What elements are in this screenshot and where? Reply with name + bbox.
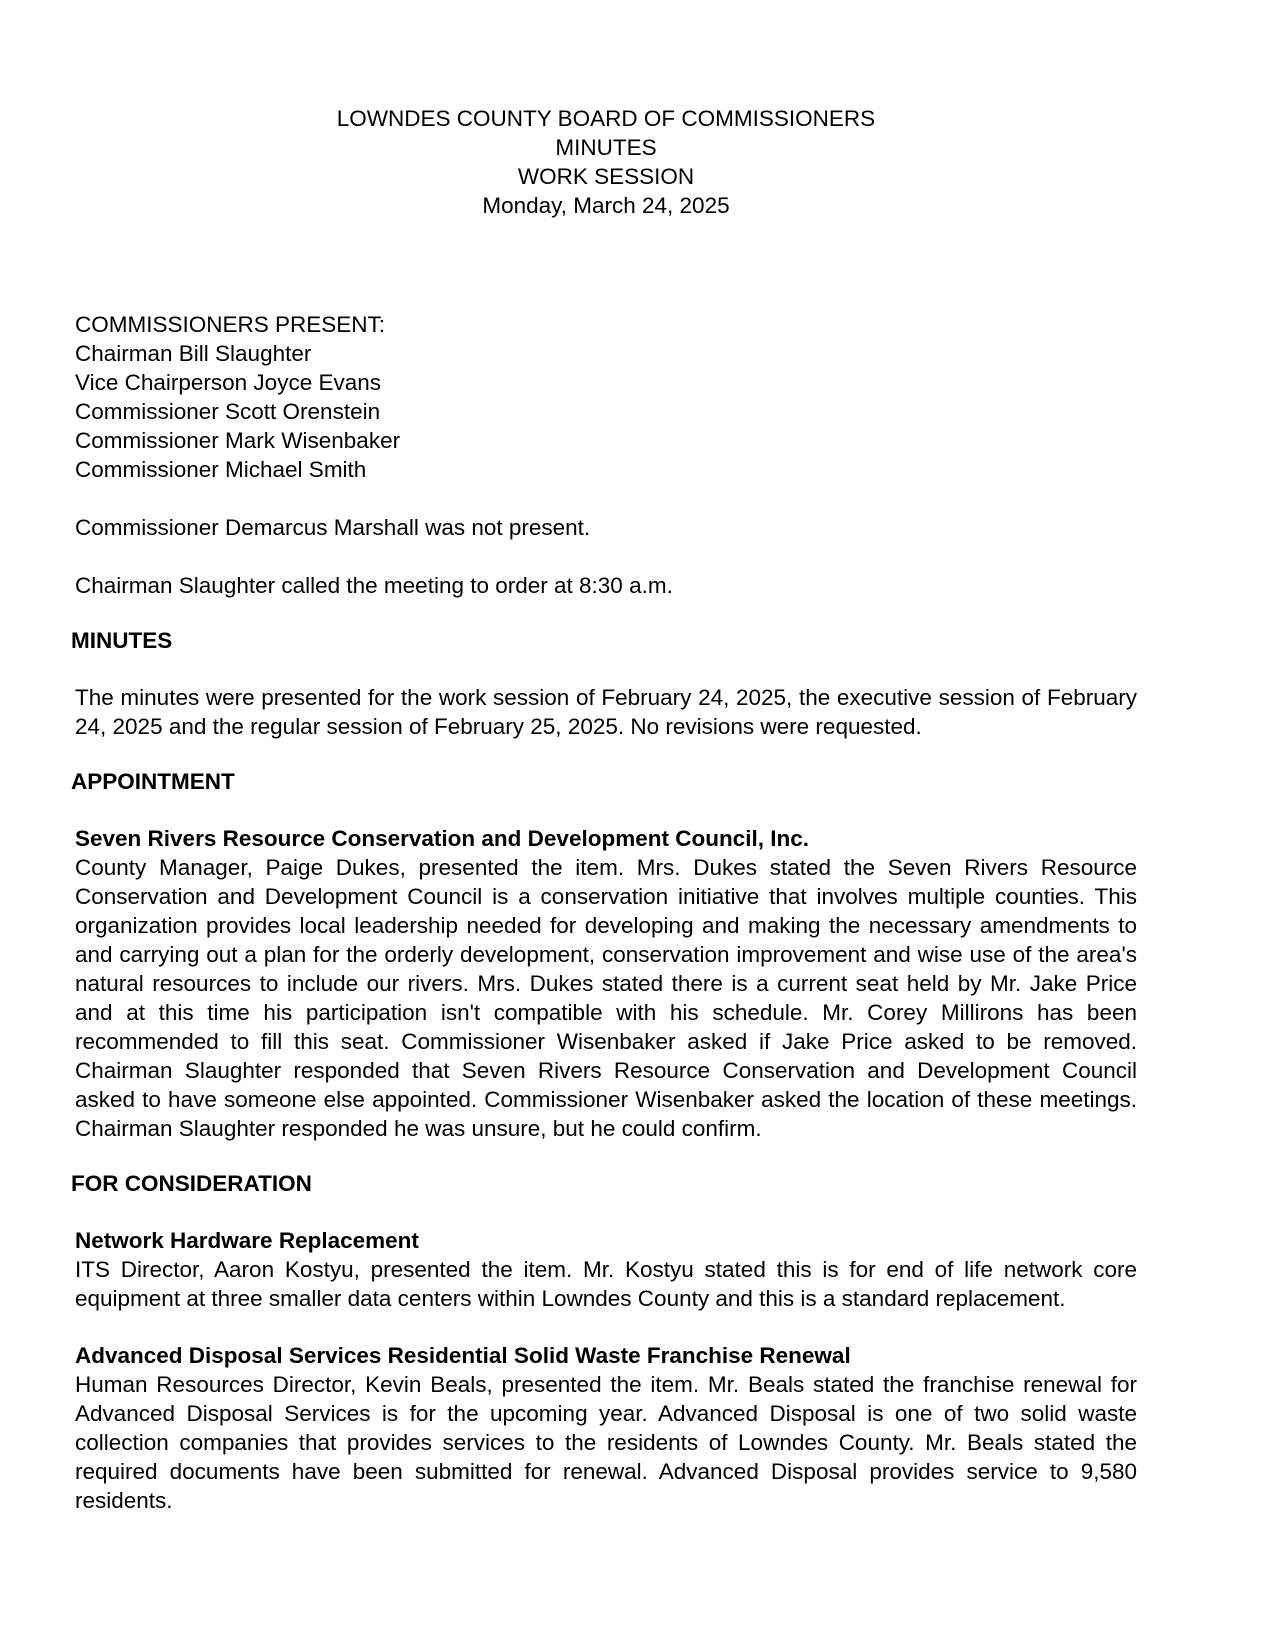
commissioners-present-label: COMMISSIONERS PRESENT: xyxy=(75,312,386,337)
title-line-session-type: WORK SESSION xyxy=(517,164,695,189)
commissioners-present-list xyxy=(75,339,1137,484)
agenda-item-seven-rivers xyxy=(75,824,1137,1143)
document-content xyxy=(71,104,1137,1515)
commissioner-name: Chairman Bill Slaughter xyxy=(75,341,312,366)
commissioner-name: Commissioner Michael Smith xyxy=(75,457,367,482)
agenda-item-title: Advanced Disposal Services Residential Solid Waste Franchise Renewal xyxy=(75,1343,851,1368)
attendance-block xyxy=(75,310,1137,600)
title-line-date: Monday, March 24, 2025 xyxy=(482,193,730,218)
section-heading-appointment: APPOINTMENT xyxy=(71,769,235,794)
section-minutes xyxy=(71,626,1137,741)
section-heading-minutes: MINUTES xyxy=(71,628,173,653)
title-line-org: LOWNDES COUNTY BOARD OF COMMISSIONERS xyxy=(336,106,876,131)
absent-note: Commissioner Demarcus Marshall was not present. xyxy=(75,515,591,540)
section-for-consideration xyxy=(71,1169,1137,1515)
document-title-block xyxy=(75,104,1137,220)
minutes-paragraph: The minutes were presented for the work session of February 24, 2025, the executive session of February 24, 2025 and the regular session of February 25, 2025. No revisions were requested. xyxy=(75,685,1137,739)
agenda-item-body: Human Resources Director, Kevin Beals, presented the item. Mr. Beals stated the franchise renewal for Advanced Disposal Services is for the upcoming year. Advanced Disposal is one of two solid waste collection companies that provides services to the residents of Lowndes County. Mr. Beals stated the required documents have been submitted for renewal. Advanced Disposal provides service to 9,580 residents. xyxy=(75,1372,1137,1513)
title-line-doc-type: MINUTES xyxy=(555,135,657,160)
agenda-item-title: Seven Rivers Resource Conservation and Development Council, Inc. xyxy=(75,826,809,851)
commissioner-name: Commissioner Mark Wisenbaker xyxy=(75,428,401,453)
section-appointment xyxy=(71,767,1137,1143)
commissioner-name: Commissioner Scott Orenstein xyxy=(75,399,381,424)
call-to-order-note: Chairman Slaughter called the meeting to order at 8:30 a.m. xyxy=(75,573,673,598)
section-heading-for-consideration: FOR CONSIDERATION xyxy=(71,1171,312,1196)
agenda-item-network-hardware xyxy=(75,1226,1137,1313)
agenda-item-body: County Manager, Paige Dukes, presented the item. Mrs. Dukes stated the Seven Rivers Resource Conservation and Development Council is a conservation initiative that involves multiple counties. This organization provides local leadership needed for developing and making the necessary amendments to and carrying out a plan for the orderly development, conservation improvement and wise use of the area's natural resources to include our rivers. Mrs. Dukes stated there is a current seat held by Mr. Jake Price and at this time his participation isn't compatible with his schedule. Mr. Corey Millirons has been recommended to fill this seat. Commissioner Wisenbaker asked if Jake Price asked to be removed. Chairman Slaughter responded that Seven Rivers Resource Conservation and Development Council asked to have someone else appointed. Commissioner Wisenbaker asked the location of these meetings. Chairman Slaughter responded he was unsure, but he could confirm. xyxy=(75,855,1137,1141)
commissioner-name: Vice Chairperson Joyce Evans xyxy=(75,370,381,395)
agenda-item-advanced-disposal xyxy=(75,1341,1137,1515)
agenda-item-title: Network Hardware Replacement xyxy=(75,1228,419,1253)
agenda-item-body: ITS Director, Aaron Kostyu, presented the item. Mr. Kostyu stated this is for end of life network core equipment at three smaller data centers within Lowndes County and this is a standard replacement. xyxy=(75,1257,1137,1311)
